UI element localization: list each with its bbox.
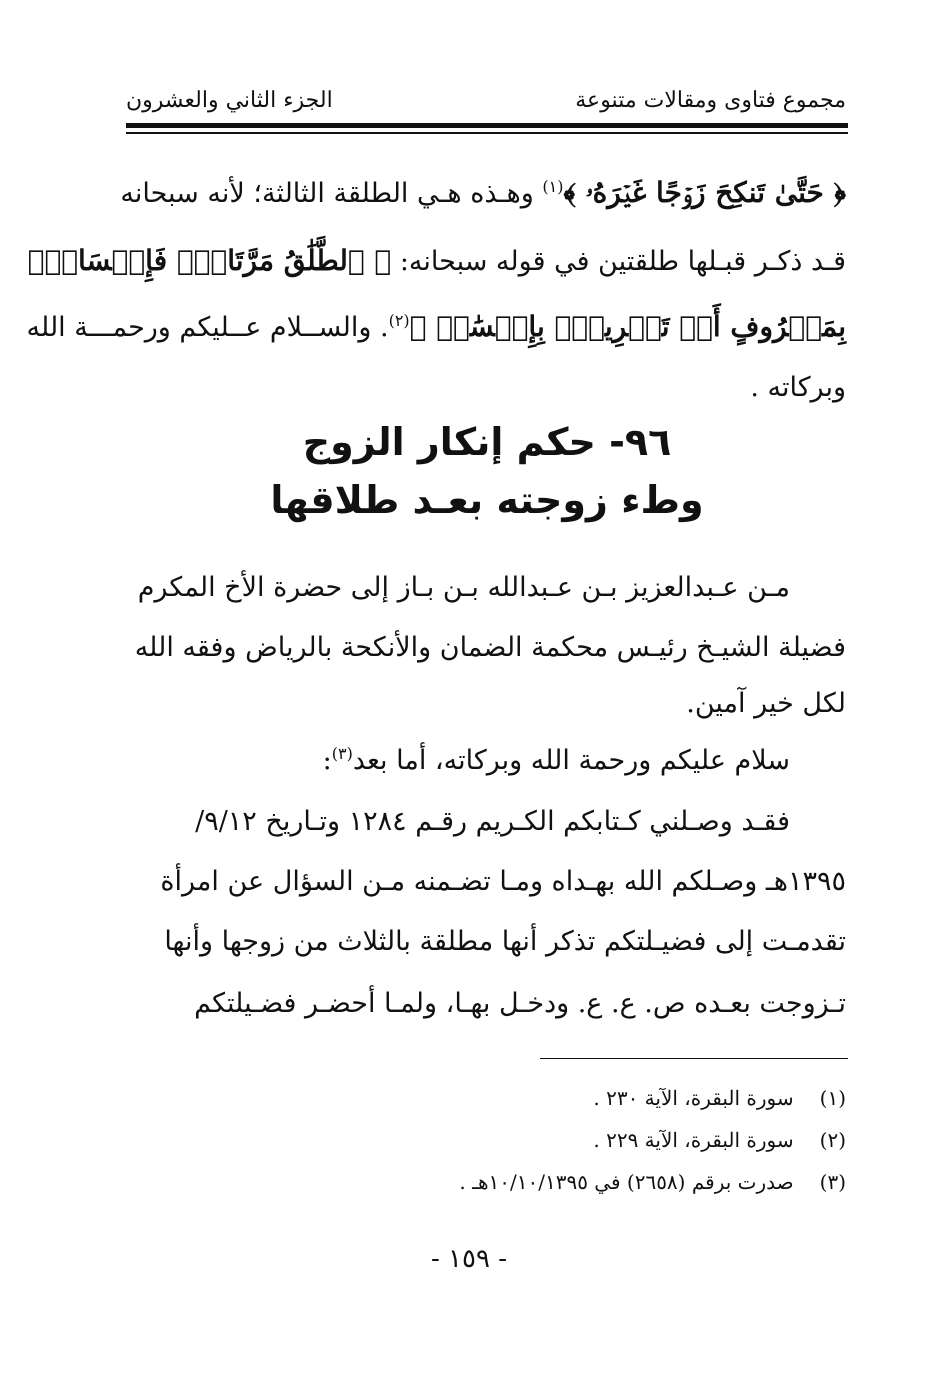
running-header-book-title: مجموع فتاوى ومقالات متنوعة [575,88,846,113]
footnote-text: صدرت برقم (٢٦٥٨) في ١٠/١٠/١٣٩٥هـ . [459,1170,794,1194]
footnote-text: سورة البقرة، الآية ٢٢٩ . [593,1128,794,1152]
footnote-number: (٢) [819,1128,846,1152]
footnote-ref: (٢) [388,311,410,330]
body-line: فقـد وصـلني كـتابكم الكـريم رقـم ١٢٨٤ وتـاريخ ٩/١٢/ [195,806,790,837]
footnote-text: سورة البقرة، الآية ٢٣٠ . [593,1086,794,1110]
body-text: قـد ذكـر قبـلها طلقتين في قوله سبحانه: [399,246,846,277]
footnote-ref: (٣) [331,744,353,763]
footnote-number: (١) [819,1086,846,1110]
page-number: - ١٥٩ - [430,1244,508,1274]
intro-line-3 [26,310,846,343]
quran-verse: ﴿ ٱلطَّلَٰقُ مَرَّتَانِۖ فَإِمۡسَاكُۢ [27,244,392,277]
body-text: : [322,745,332,776]
intro-line-4: وبركاته . [750,372,846,403]
quran-verse: ﴿ حَتَّىٰ تَنكِحَ زَوۡجًا غَيۡرَهُۥ ﴾ [563,176,846,209]
intro-line-2 [27,244,846,277]
footnote-number: (٣) [819,1170,846,1194]
body-line: لكل خير آمين. [686,688,846,719]
header-rule-thick [126,123,848,128]
body-text: . والســلام عــليكم ورحمـــة الله [26,312,389,343]
salutation-line [68,744,846,776]
body-line: ١٣٩٥هـ وصـلكم الله بهـداه ومـا تضـمنه مـن السؤال عن امرأة [160,866,846,897]
body-line: تقدمـت إلى فضيـلتكم تذكر أنها مطلقة بالثلاث من زوجها وأنها [164,926,846,957]
body-text: وهـذه هـي الطلقة الثالثة؛ لأنه سبحانه [120,178,534,209]
article-title-line-1: ٩٦- حكم إنكار الزوج [302,420,672,464]
body-line: تـزوجت بعـده ص. ع. ع. ودخـل بهـا، ولمـا أحضـر فضـيلتكم [194,988,846,1019]
body-line: فضيلة الشيـخ رئيـس محكمة الضمان والأنكحة بالرياض وفقه الله [134,632,846,663]
running-header-volume: الجزء الثاني والعشرون [126,88,333,113]
footnote-ref: (١) [542,177,564,196]
footnote-separator [540,1058,848,1059]
body-line: مـن عـبدالعزيز بـن عـبدالله بـن بـاز إلى حضرة الأخ المكرم [137,572,790,603]
header-rule-thin [126,132,848,134]
footnote-1 [124,1086,846,1110]
footnote-2 [124,1128,846,1152]
footnote-3 [124,1170,846,1194]
quran-verse: بِمَعۡرُوفٍ أَوۡ تَسۡرِيحُۢ بِإِحۡسَٰنٖ ﴾ [409,310,846,343]
article-title-line-2: وطء زوجته بعـد طلاقها [270,478,704,522]
body-text: سلام عليكم ورحمة الله وبركاته، أما بعد [352,745,790,776]
intro-line-1 [120,176,846,210]
